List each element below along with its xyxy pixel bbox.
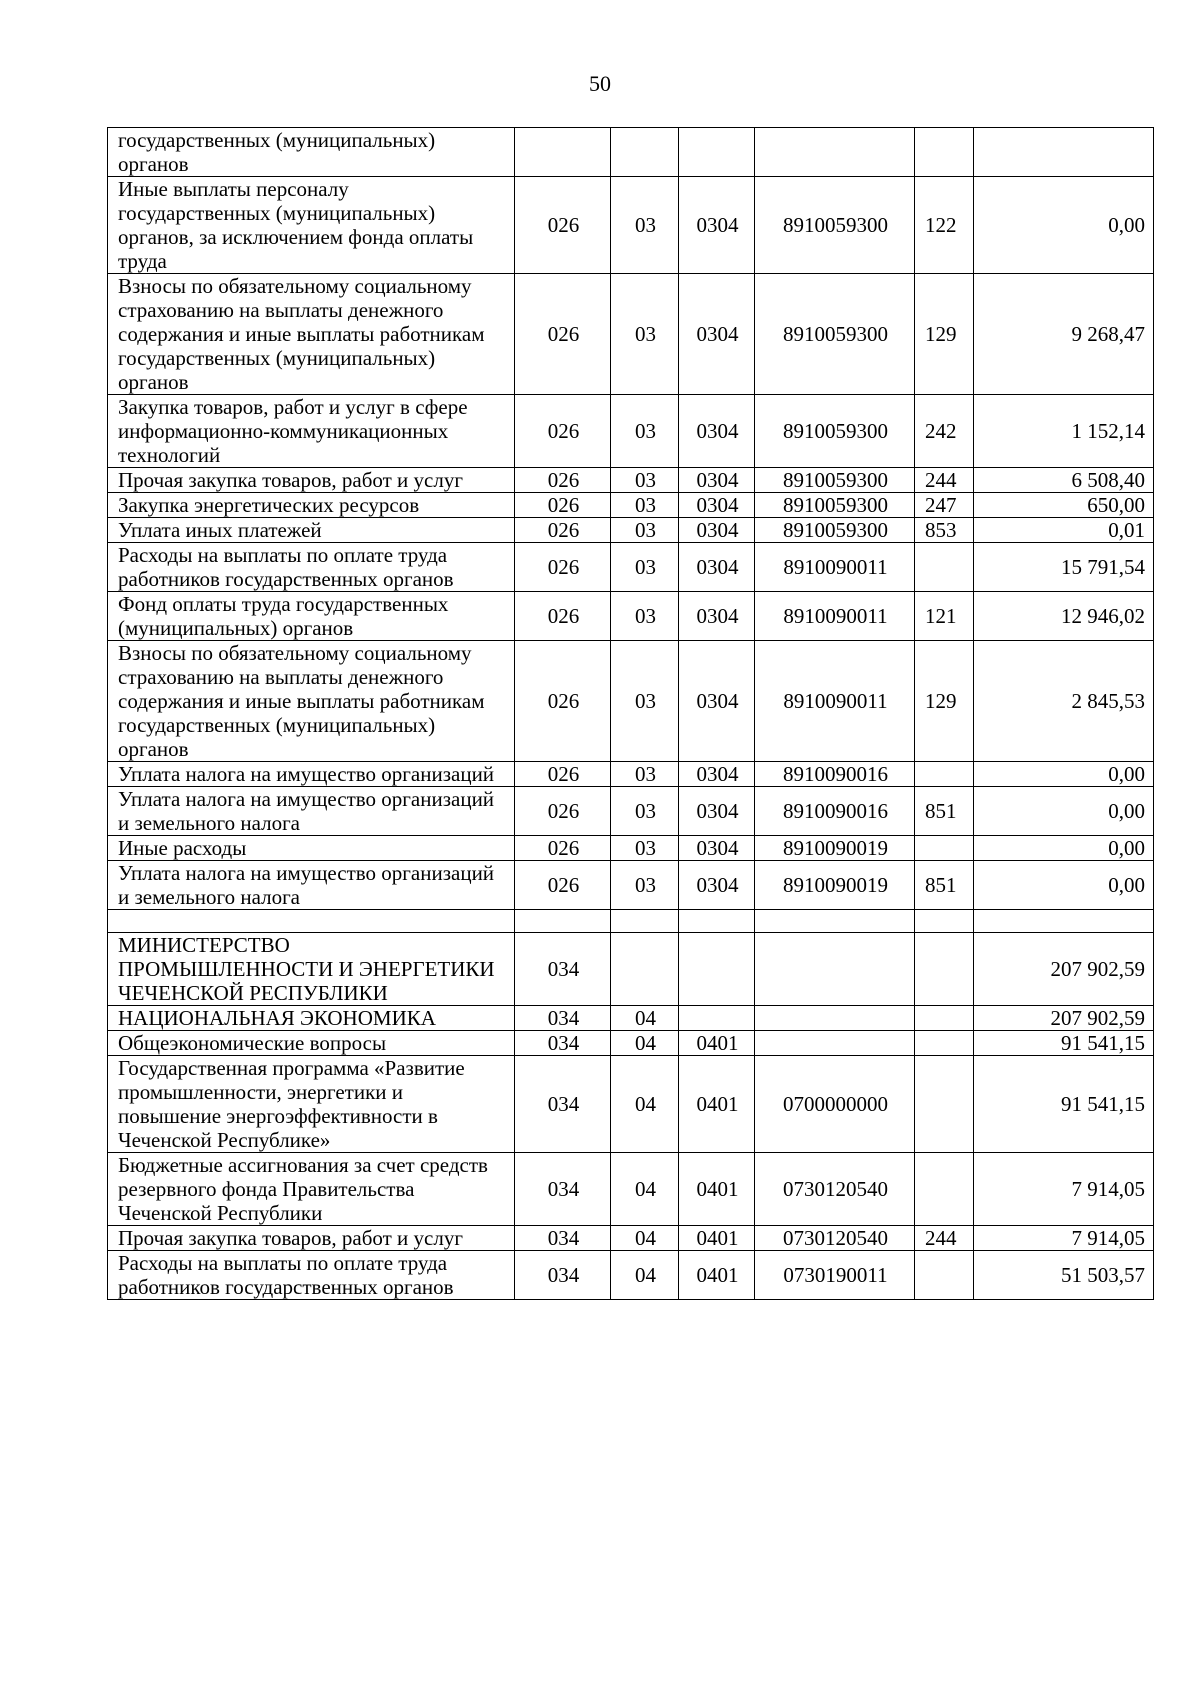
cell-name: НАЦИОНАЛЬНАЯ ЭКОНОМИКА <box>108 1006 515 1031</box>
cell-sum: 7 914,05 <box>974 1153 1154 1226</box>
cell-pr <box>679 910 755 933</box>
table-row <box>108 274 1154 395</box>
cell-sum: 7 914,05 <box>974 1226 1154 1251</box>
cell-csr: 8910090011 <box>755 592 915 641</box>
cell-csr <box>755 1006 915 1031</box>
cell-ved: 026 <box>515 543 611 592</box>
cell-vr <box>915 933 974 1006</box>
table-row <box>108 1056 1154 1153</box>
cell-csr: 8910059300 <box>755 493 915 518</box>
cell-ved: 026 <box>515 395 611 468</box>
cell-pr <box>679 128 755 177</box>
cell-csr: 8910090016 <box>755 787 915 836</box>
cell-name: Расходы на выплаты по оплате труда работников государственных органов <box>108 1251 515 1300</box>
cell-name: государственных (муниципальных) органов <box>108 128 515 177</box>
cell-vr <box>915 1251 974 1300</box>
table-row <box>108 493 1154 518</box>
cell-rz: 04 <box>611 1251 679 1300</box>
cell-name: Государственная программа «Развитие промышленности, энергетики и повышение энергоэффективности в Чеченской Республике» <box>108 1056 515 1153</box>
cell-vr <box>915 836 974 861</box>
table-row <box>108 592 1154 641</box>
cell-name: Уплата налога на имущество организаций и земельного налога <box>108 861 515 910</box>
cell-rz: 03 <box>611 468 679 493</box>
cell-ved <box>515 128 611 177</box>
cell-ved: 034 <box>515 1251 611 1300</box>
cell-vr <box>915 1006 974 1031</box>
table-body <box>108 128 1154 1300</box>
cell-vr: 851 <box>915 861 974 910</box>
cell-vr: 244 <box>915 1226 974 1251</box>
cell-vr <box>915 128 974 177</box>
cell-rz: 03 <box>611 762 679 787</box>
cell-vr <box>915 1031 974 1056</box>
cell-name: Уплата иных платежей <box>108 518 515 543</box>
table-row <box>108 543 1154 592</box>
cell-csr <box>755 910 915 933</box>
cell-sum: 15 791,54 <box>974 543 1154 592</box>
cell-sum: 650,00 <box>974 493 1154 518</box>
cell-rz: 03 <box>611 493 679 518</box>
cell-sum: 0,00 <box>974 177 1154 274</box>
table-row <box>108 177 1154 274</box>
cell-name: Взносы по обязательному социальному страхованию на выплаты денежного содержания и иные выплаты работникам государственных (муниципальных) органов <box>108 274 515 395</box>
cell-ved: 026 <box>515 641 611 762</box>
cell-csr: 8910090011 <box>755 641 915 762</box>
cell-csr: 0730120540 <box>755 1226 915 1251</box>
cell-pr: 0304 <box>679 543 755 592</box>
cell-name: Фонд оплаты труда государственных (муниципальных) органов <box>108 592 515 641</box>
cell-rz <box>611 128 679 177</box>
cell-sum: 0,00 <box>974 787 1154 836</box>
cell-rz: 03 <box>611 592 679 641</box>
cell-pr: 0304 <box>679 468 755 493</box>
cell-rz: 04 <box>611 1006 679 1031</box>
cell-pr: 0304 <box>679 787 755 836</box>
table-row <box>108 910 1154 933</box>
table-row <box>108 518 1154 543</box>
cell-csr: 8910090011 <box>755 543 915 592</box>
table-row <box>108 1251 1154 1300</box>
cell-ved: 034 <box>515 1031 611 1056</box>
cell-vr: 853 <box>915 518 974 543</box>
cell-rz: 03 <box>611 395 679 468</box>
cell-name: Закупка товаров, работ и услуг в сфере информационно-коммуникационных технологий <box>108 395 515 468</box>
cell-rz: 04 <box>611 1056 679 1153</box>
cell-ved: 034 <box>515 1153 611 1226</box>
cell-pr: 0401 <box>679 1153 755 1226</box>
cell-vr <box>915 1056 974 1153</box>
cell-ved: 026 <box>515 861 611 910</box>
cell-name: Бюджетные ассигнования за счет средств резервного фонда Правительства Чеченской Республики <box>108 1153 515 1226</box>
cell-ved: 034 <box>515 1056 611 1153</box>
cell-vr <box>915 910 974 933</box>
cell-sum <box>974 128 1154 177</box>
cell-csr: 0700000000 <box>755 1056 915 1153</box>
table-row <box>108 933 1154 1006</box>
cell-rz: 04 <box>611 1226 679 1251</box>
page-number: 50 <box>589 71 611 96</box>
cell-name: Общеэкономические вопросы <box>108 1031 515 1056</box>
table-row <box>108 641 1154 762</box>
cell-csr: 8910059300 <box>755 274 915 395</box>
table-row <box>108 787 1154 836</box>
cell-name <box>108 910 515 933</box>
cell-vr: 129 <box>915 641 974 762</box>
cell-rz: 03 <box>611 861 679 910</box>
cell-pr <box>679 933 755 1006</box>
cell-pr: 0304 <box>679 641 755 762</box>
cell-vr <box>915 1153 974 1226</box>
cell-name: Иные расходы <box>108 836 515 861</box>
cell-ved: 026 <box>515 592 611 641</box>
cell-pr: 0304 <box>679 274 755 395</box>
cell-rz: 03 <box>611 641 679 762</box>
cell-name: Взносы по обязательному социальному страхованию на выплаты денежного содержания и иные выплаты работникам государственных (муниципальных) органов <box>108 641 515 762</box>
cell-pr: 0304 <box>679 177 755 274</box>
table-row <box>108 836 1154 861</box>
cell-sum <box>974 910 1154 933</box>
cell-vr: 129 <box>915 274 974 395</box>
table-row <box>108 861 1154 910</box>
cell-rz: 04 <box>611 1031 679 1056</box>
cell-ved: 034 <box>515 1006 611 1031</box>
cell-vr: 121 <box>915 592 974 641</box>
cell-ved: 026 <box>515 762 611 787</box>
cell-ved: 026 <box>515 468 611 493</box>
table-row <box>108 395 1154 468</box>
cell-pr: 0304 <box>679 395 755 468</box>
cell-csr: 8910090019 <box>755 861 915 910</box>
cell-pr: 0401 <box>679 1226 755 1251</box>
table-row <box>108 128 1154 177</box>
cell-pr: 0304 <box>679 592 755 641</box>
cell-csr <box>755 128 915 177</box>
cell-ved: 026 <box>515 518 611 543</box>
cell-rz: 03 <box>611 787 679 836</box>
cell-vr: 242 <box>915 395 974 468</box>
cell-pr: 0304 <box>679 762 755 787</box>
cell-sum: 0,00 <box>974 861 1154 910</box>
cell-sum: 2 845,53 <box>974 641 1154 762</box>
cell-rz: 03 <box>611 836 679 861</box>
cell-sum: 6 508,40 <box>974 468 1154 493</box>
cell-csr: 8910090016 <box>755 762 915 787</box>
cell-vr: 244 <box>915 468 974 493</box>
cell-pr: 0304 <box>679 861 755 910</box>
cell-name: Расходы на выплаты по оплате труда работников государственных органов <box>108 543 515 592</box>
cell-csr <box>755 1031 915 1056</box>
cell-name: Прочая закупка товаров, работ и услуг <box>108 468 515 493</box>
cell-ved: 026 <box>515 836 611 861</box>
cell-sum: 1 152,14 <box>974 395 1154 468</box>
cell-name: Уплата налога на имущество организаций и земельного налога <box>108 787 515 836</box>
cell-rz: 03 <box>611 177 679 274</box>
cell-rz: 03 <box>611 543 679 592</box>
cell-ved: 026 <box>515 177 611 274</box>
cell-name: Закупка энергетических ресурсов <box>108 493 515 518</box>
cell-pr: 0304 <box>679 836 755 861</box>
cell-ved: 026 <box>515 493 611 518</box>
cell-vr: 851 <box>915 787 974 836</box>
table-row <box>108 1031 1154 1056</box>
cell-csr: 8910059300 <box>755 395 915 468</box>
cell-rz: 03 <box>611 518 679 543</box>
cell-csr: 8910059300 <box>755 177 915 274</box>
table-row <box>108 1226 1154 1251</box>
table-row <box>108 1153 1154 1226</box>
cell-ved <box>515 910 611 933</box>
cell-sum: 12 946,02 <box>974 592 1154 641</box>
cell-csr: 0730190011 <box>755 1251 915 1300</box>
cell-pr: 0401 <box>679 1251 755 1300</box>
cell-rz: 04 <box>611 1153 679 1226</box>
cell-name: Уплата налога на имущество организаций <box>108 762 515 787</box>
table-row <box>108 468 1154 493</box>
cell-pr: 0304 <box>679 493 755 518</box>
cell-name: МИНИСТЕРСТВО ПРОМЫШЛЕННОСТИ И ЭНЕРГЕТИКИ ЧЕЧЕНСКОЙ РЕСПУБЛИКИ <box>108 933 515 1006</box>
cell-sum: 207 902,59 <box>974 1006 1154 1031</box>
cell-name: Прочая закупка товаров, работ и услуг <box>108 1226 515 1251</box>
table-row <box>108 762 1154 787</box>
cell-rz: 03 <box>611 274 679 395</box>
cell-rz <box>611 933 679 1006</box>
cell-ved: 034 <box>515 933 611 1006</box>
cell-vr <box>915 762 974 787</box>
cell-csr: 8910059300 <box>755 518 915 543</box>
cell-pr: 0401 <box>679 1031 755 1056</box>
cell-vr <box>915 543 974 592</box>
cell-ved: 034 <box>515 1226 611 1251</box>
cell-pr: 0304 <box>679 518 755 543</box>
cell-sum: 9 268,47 <box>974 274 1154 395</box>
cell-ved: 026 <box>515 787 611 836</box>
cell-pr <box>679 1006 755 1031</box>
cell-sum: 51 503,57 <box>974 1251 1154 1300</box>
budget-table <box>107 127 1154 1300</box>
cell-csr <box>755 933 915 1006</box>
cell-ved: 026 <box>515 274 611 395</box>
table-row <box>108 1006 1154 1031</box>
cell-sum: 207 902,59 <box>974 933 1154 1006</box>
cell-rz <box>611 910 679 933</box>
cell-sum: 0,00 <box>974 836 1154 861</box>
cell-csr: 8910059300 <box>755 468 915 493</box>
cell-vr: 247 <box>915 493 974 518</box>
cell-csr: 8910090019 <box>755 836 915 861</box>
cell-csr: 0730120540 <box>755 1153 915 1226</box>
cell-sum: 91 541,15 <box>974 1056 1154 1153</box>
cell-vr: 122 <box>915 177 974 274</box>
cell-name: Иные выплаты персоналу государственных (муниципальных) органов, за исключением фонда оплаты труда <box>108 177 515 274</box>
cell-sum: 91 541,15 <box>974 1031 1154 1056</box>
cell-sum: 0,00 <box>974 762 1154 787</box>
cell-pr: 0401 <box>679 1056 755 1153</box>
cell-sum: 0,01 <box>974 518 1154 543</box>
